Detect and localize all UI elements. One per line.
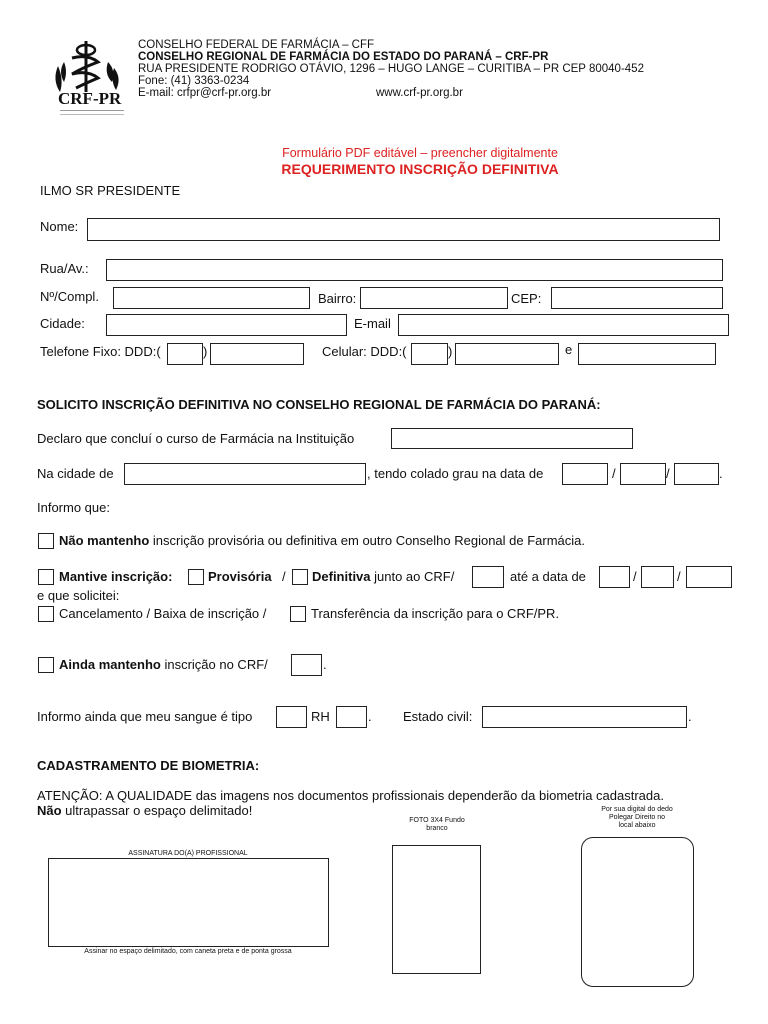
foto-box[interactable] — [392, 845, 481, 974]
provisoria-slash: / — [282, 569, 286, 584]
colado-label: , tendo colado grau na data de — [367, 466, 544, 481]
colacao-slash-1: / — [612, 466, 616, 481]
assinatura-label: ASSINATURA DO(A) PROFISSIONAL — [128, 850, 248, 857]
ate-slash-1: / — [633, 569, 637, 584]
nao-bold: Não — [37, 803, 62, 818]
numero-field[interactable] — [113, 287, 310, 309]
nao-ultrapassar-desc: ultrapassar o espaço delimitado! — [61, 803, 253, 818]
informo-label: Informo que: — [37, 500, 110, 515]
nao-mantenho-checkbox[interactable] — [38, 533, 54, 549]
crf-anterior-field[interactable] — [472, 566, 504, 588]
crf-atual-dot: . — [323, 657, 327, 672]
transferencia-label: Transferência da inscrição para o CRF/PR. — [311, 606, 560, 621]
tipo-sanguineo-field[interactable] — [276, 706, 307, 728]
header-website: www.crf-pr.org.br — [376, 87, 463, 99]
ainda-mantenho-text — [59, 657, 268, 672]
ate-mes-field[interactable] — [641, 566, 674, 588]
ate-slash-2: / — [677, 569, 681, 584]
celular-e-label: e — [565, 342, 573, 357]
header-line-3: RUA PRESIDENTE RODRIGO OTÁVIO, 1296 – HUGO LANGE – CURITIBA – PR CEP 80040-452 — [138, 63, 644, 75]
rua-label: Rua/Av.: — [40, 261, 89, 276]
rh-field[interactable] — [336, 706, 367, 728]
colacao-slash-2: / — [666, 466, 670, 481]
assinatura-note: Assinar no espaço delimitado, com caneta preta e de ponta grossa — [84, 948, 292, 955]
estado-civil-label: Estado civil: — [403, 709, 473, 724]
email-label: E-mail — [354, 316, 391, 331]
bairro-label: Bairro: — [318, 291, 357, 306]
celular-label: Celular: DDD:( — [322, 344, 407, 359]
cep-label: CEP: — [511, 291, 542, 306]
ainda-mantenho-checkbox[interactable] — [38, 657, 54, 673]
rh-dot: . — [368, 709, 372, 724]
header-line-2: CONSELHO REGIONAL DE FARMÁCIA DO ESTADO DO PARANÁ – CRF-PR — [138, 51, 549, 63]
ate-label: até a data de — [510, 569, 586, 584]
bairro-field[interactable] — [360, 287, 508, 309]
logo-text: CRF-PR — [58, 89, 122, 108]
celular-number-field[interactable] — [455, 343, 559, 365]
junto-label: junto ao CRF/ — [370, 569, 455, 584]
form-title: REQUERIMENTO INSCRIÇÃO DEFINITIVA — [281, 161, 559, 177]
cidade-label: Cidade: — [40, 316, 85, 331]
assinatura-box[interactable] — [48, 858, 329, 947]
section-biometria-title: CADASTRAMENTO DE BIOMETRIA: — [37, 758, 260, 773]
rua-field[interactable] — [106, 259, 723, 281]
cidade-curso-field[interactable] — [124, 463, 366, 485]
digital-label-3: local abaixo — [618, 822, 656, 829]
numero-label: Nº/Compl. — [40, 289, 99, 304]
foto-label-1: FOTO 3X4 Fundo — [409, 817, 465, 824]
cancelamento-label: Cancelamento / Baixa de inscrição / — [59, 606, 267, 621]
telefone-label: Telefone Fixo: DDD:( — [40, 344, 161, 359]
celular-close-paren: ) — [448, 344, 453, 359]
transferencia-checkbox[interactable] — [290, 606, 306, 622]
salutation: ILMO SR PRESIDENTE — [40, 183, 181, 198]
cidade-field[interactable] — [106, 314, 347, 336]
mantive-checkbox[interactable] — [38, 569, 54, 585]
telefone-number-field[interactable] — [210, 343, 304, 365]
nome-field[interactable] — [87, 218, 720, 241]
ainda-mantenho-desc: inscrição no CRF/ — [160, 657, 268, 672]
definitiva-checkbox[interactable] — [292, 569, 308, 585]
sangue-label: Informo ainda que meu sangue é tipo — [37, 709, 253, 724]
ate-ano-field[interactable] — [686, 566, 732, 588]
colacao-ano-field[interactable] — [674, 463, 719, 485]
celular-ddd-field[interactable] — [411, 343, 448, 365]
logo-underline-2 — [60, 114, 124, 115]
definitiva-label: Definitiva — [312, 569, 371, 584]
email-field[interactable] — [398, 314, 729, 336]
nao-mantenho-desc: inscrição provisória ou definitiva em outro Conselho Regional de Farmácia. — [149, 533, 586, 548]
instituicao-field[interactable] — [391, 428, 633, 449]
section-inscricao-title: SOLICITO INSCRIÇÃO DEFINITIVA NO CONSELHO REGIONAL DE FARMÁCIA DO PARANÁ: — [37, 397, 601, 412]
definitiva-text — [312, 569, 454, 584]
header-email: E-mail: crfpr@crf-pr.org.br — [138, 87, 272, 99]
atencao-text: ATENÇÃO: A QUALIDADE das imagens nos documentos profissionais dependerão da biometria cadastrada. — [37, 788, 664, 803]
rh-label: RH — [311, 709, 330, 724]
ainda-mantenho-bold: Ainda mantenho — [59, 657, 161, 672]
declaro-label: Declaro que concluí o curso de Farmácia na Instituição — [37, 431, 355, 446]
digital-box[interactable] — [581, 837, 694, 987]
provisoria-label: Provisória — [208, 569, 272, 584]
telefone-close-paren: ) — [203, 344, 208, 359]
e-que-solicitei-label: e que solicitei: — [37, 588, 120, 603]
cancelamento-checkbox[interactable] — [38, 606, 54, 622]
ate-dia-field[interactable] — [599, 566, 630, 588]
header-phone: Fone: (41) 3363-0234 — [138, 75, 250, 87]
crf-atual-field[interactable] — [291, 654, 322, 676]
colacao-dia-field[interactable] — [562, 463, 608, 485]
estado-civil-dot: . — [688, 709, 692, 724]
mantive-label: Mantive inscrição: — [59, 569, 173, 584]
provisoria-checkbox[interactable] — [188, 569, 204, 585]
celular-2-field[interactable] — [578, 343, 716, 365]
header-line-1: CONSELHO FEDERAL DE FARMÁCIA – CFF — [138, 39, 375, 51]
telefone-ddd-field[interactable] — [167, 343, 203, 365]
nao-mantenho-text — [59, 533, 585, 548]
nao-mantenho-bold: Não mantenho — [59, 533, 150, 548]
logo-underline — [60, 110, 124, 111]
digital-label-1: Por sua digital do dedo — [601, 806, 673, 813]
colacao-dot: . — [719, 466, 723, 481]
form-subtitle: Formulário PDF editável – preencher digitalmente — [282, 146, 558, 160]
nome-label: Nome: — [40, 219, 79, 234]
cep-field[interactable] — [551, 287, 723, 309]
na-cidade-label: Na cidade de — [37, 466, 114, 481]
digital-label-2: Polegar Direito no — [608, 814, 666, 821]
nao-ultrapassar-text — [37, 803, 252, 818]
colacao-mes-field[interactable] — [620, 463, 666, 485]
foto-label-2: branco — [426, 825, 448, 832]
estado-civil-field[interactable] — [482, 706, 687, 728]
